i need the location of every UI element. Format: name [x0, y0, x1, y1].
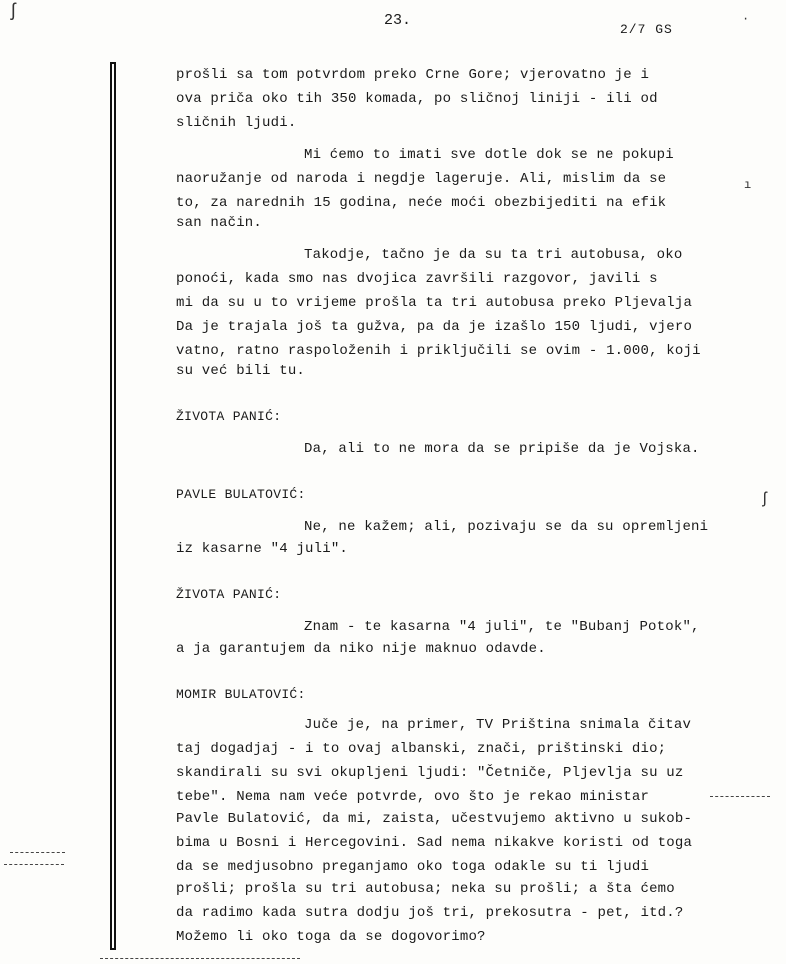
- text-line: Da je trajala još ta gužva, pa da je izašlo 150 ljudi, vjero: [176, 319, 693, 335]
- text-line: mi da su u to vrijeme prošla ta tri autobusa preko Pljevalja: [176, 295, 693, 311]
- text-line: skandirali su svi okupljeni ljudi: "Četniče, Pljevlja su uz: [176, 765, 684, 781]
- text-line: da se medjusobno preganjamo oko toga odakle su ti ljudi: [176, 859, 650, 875]
- page-number: 23.: [384, 12, 412, 29]
- speaker-label: ŽIVOTA PANIĆ:: [176, 409, 282, 424]
- text-line: su već bili tu.: [176, 363, 306, 379]
- speaker-label: PAVLE BULATOVIĆ:: [176, 487, 306, 502]
- text-line: tebe". Nema nam veće potvrde, ovo što je rekao ministar: [176, 789, 650, 805]
- text-line: bima u Bosni i Hercegovini. Sad nema nikakve koristi od toga: [176, 835, 693, 851]
- text-line: prošli; prošla su tri autobusa; neka su prošli; a šta ćemo: [176, 881, 675, 897]
- text-line: Juče je, na primer, TV Priština snimala čitav: [304, 717, 692, 733]
- scan-mark: ı: [744, 178, 752, 192]
- text-line: Takodje, tačno je da su ta tri autobusa, oko: [304, 247, 683, 263]
- scan-mark: ·: [742, 12, 750, 26]
- scan-mark: [4, 864, 64, 865]
- text-line: da radimo kada sutra dodju još tri, prekosutra - pet, itd.?: [176, 905, 684, 921]
- scan-mark: [10, 852, 65, 853]
- text-line: Pavle Bulatović, da mi, zaista, učestvujemo aktivno u sukob-: [176, 811, 693, 827]
- text-line: taj dogadjaj - i to ovaj albanski, znači, prištinski dio;: [176, 741, 667, 757]
- scan-mark: [100, 958, 300, 959]
- text-line: to, za narednih 15 godina, neće moći obezbijediti na efik: [176, 195, 667, 211]
- text-line: Ne, ne kažem; ali, pozivaju se da su opremljeni: [304, 519, 709, 535]
- text-line: Mi ćemo to imati sve dotle dok se ne pokupi: [304, 147, 674, 163]
- text-line: san način.: [176, 215, 263, 231]
- text-line: a ja garantujem da niko nije maknuo odavde.: [176, 641, 546, 657]
- scan-mark: ʃ: [760, 490, 770, 508]
- text-line: Možemo li oko toga da se dogovorimo?: [176, 929, 486, 945]
- text-line: prošli sa tom potvrdom preko Crne Gore; vjerovatno je i: [176, 67, 650, 83]
- text-line: ponoći, kada smo nas dvojica završili razgovor, javili s: [176, 271, 658, 287]
- text-line: ova priča oko tih 350 komada, po sličnoj liniji - ili od: [176, 91, 658, 107]
- scan-mark: [710, 796, 770, 797]
- speaker-label: ŽIVOTA PANIĆ:: [176, 587, 282, 602]
- text-line: sličnih ljudi.: [176, 115, 297, 131]
- document-reference: 2/7 GS: [620, 22, 673, 37]
- scan-mark: ʃ: [8, 2, 19, 22]
- text-line: naoružanje od naroda i negdje lageruje. Ali, mislim da se: [176, 171, 667, 187]
- speaker-label: MOMIR BULATOVIĆ:: [176, 687, 306, 702]
- text-line: iz kasarne "4 juli".: [176, 541, 349, 557]
- text-line: Da, ali to ne mora da se pripiše da je Vojska.: [304, 441, 700, 457]
- text-line: Znam - te kasarna "4 juli", te "Bubanj Potok",: [304, 619, 700, 635]
- text-line: vatno, ratno raspoloženih i priključili se ovim - 1.000, koji: [176, 343, 701, 359]
- margin-bar: [110, 62, 116, 950]
